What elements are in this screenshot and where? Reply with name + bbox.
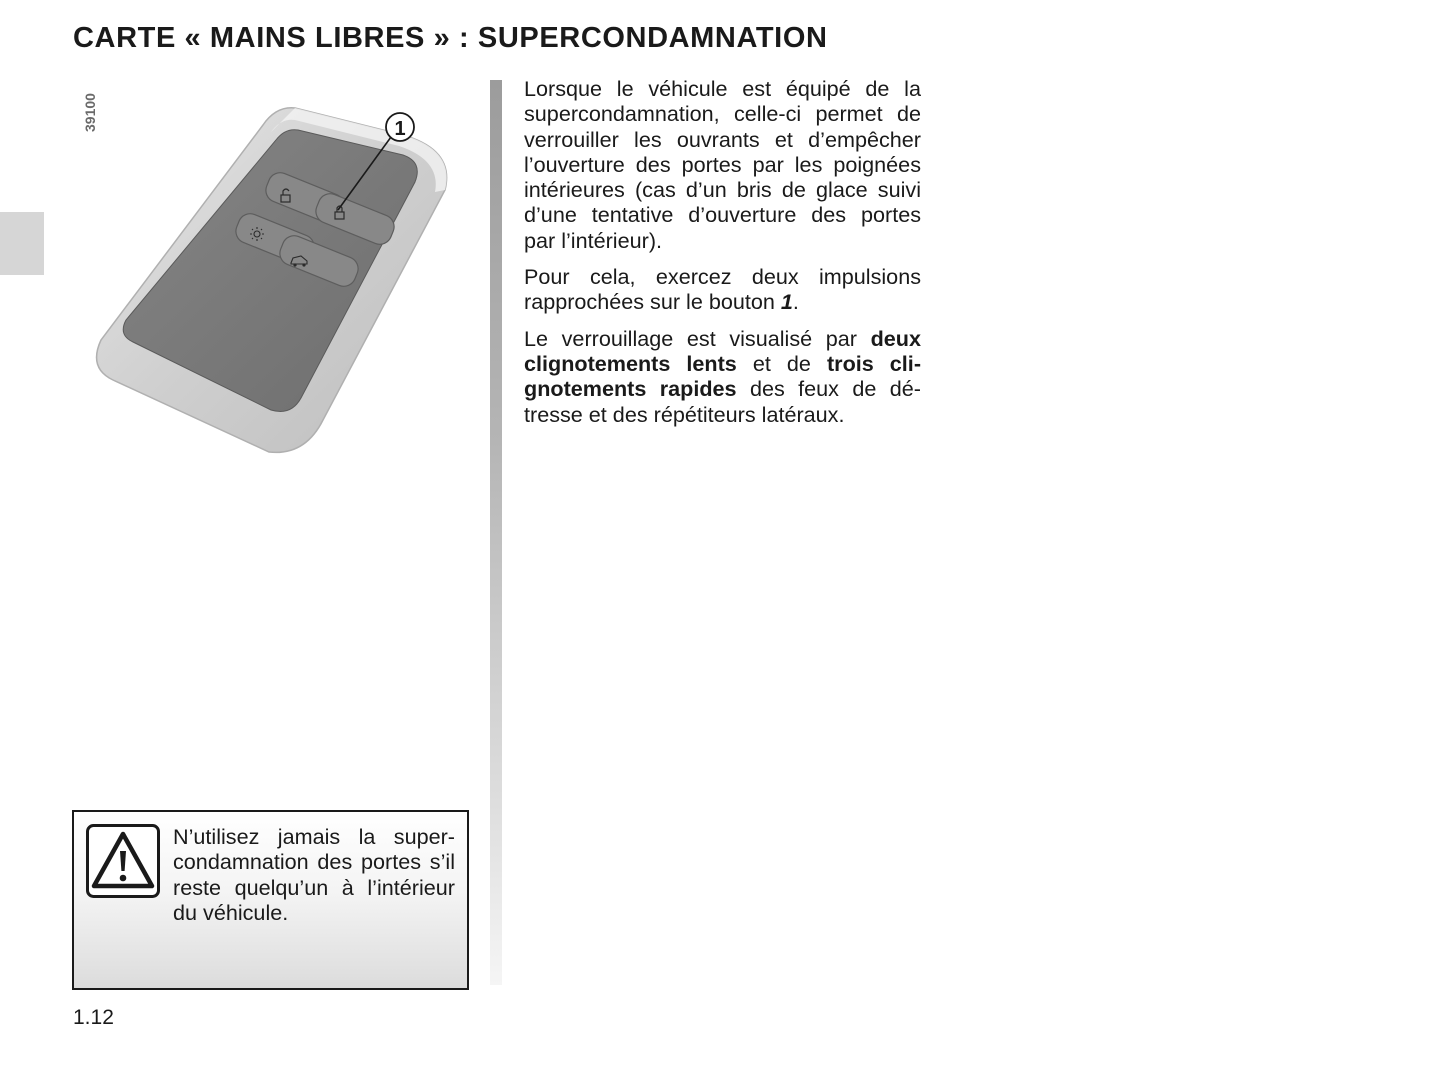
feedback-text-a: Le verrouillage est visualisé par	[524, 325, 871, 351]
paragraph-visual-feedback	[524, 326, 921, 427]
warning-triangle-icon	[86, 824, 160, 898]
figure-ref-code: 39100	[82, 93, 98, 132]
button-reference: 1	[780, 289, 793, 315]
page-title: CARTE « MAINS LIBRES » : SUPERCONDAMNATION	[73, 22, 828, 54]
feedback-fast-flashes: trois clignotements rapides	[524, 350, 922, 402]
warning-box	[72, 810, 469, 990]
body-text	[524, 76, 921, 438]
paragraph-instruction	[524, 264, 921, 315]
feedback-text-e: des feux de détresse et des répétiteurs latéraux.	[524, 376, 921, 427]
callout-number: 1	[394, 118, 406, 140]
instruction-text: Pour cela, exercez deux impulsions rapprochées sur le bouton	[524, 264, 921, 315]
key-card-figure	[73, 80, 469, 476]
feedback-text-c: et de	[736, 350, 827, 376]
feedback-slow-flashes: deux clignotements lents	[524, 325, 921, 376]
instruction-end: .	[792, 289, 799, 315]
paragraph-description: Lorsque le véhicule est équipé de la supercondamnation, celle-ci permet de verrouiller les ouvrants et d’empêcher l’ouverture des portes par les poignées intérieures (cas d’un bris de glace suivi d’une tentative d’ouverture des portes par l’intérieur).	[524, 76, 921, 253]
warning-text: N’utilisez jamais la supercondamnation des portes s’il reste quelqu’un à l’intérieur du véhicule.	[173, 824, 455, 925]
column-divider	[490, 80, 502, 985]
chapter-tab	[0, 212, 44, 275]
page-number: 1.12	[73, 1006, 114, 1029]
